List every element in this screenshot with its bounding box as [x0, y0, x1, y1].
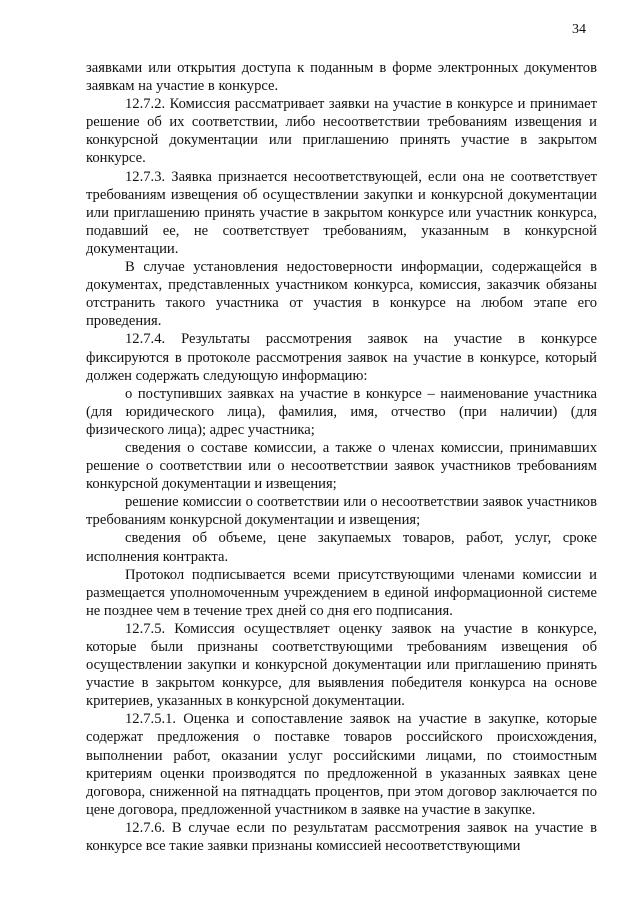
paragraph-12-7-5: 12.7.5. Комиссия осуществляет оценку заявок на участие в конкурсе, которые были признаны соответствующими требованиям извещения об осуществлении закупки и конкурсной документации или приглашению принять участие в закрытом конкурсе, для выявления победителя конкурса на основе критериев, указанных в конкурсной документации.: [86, 620, 597, 710]
paragraph-12-7-3: 12.7.3. Заявка признается несоответствующей, если она не соответствует требованиям извещения об осуществлении закупки и конкурсной документации или приглашению принять участие в закрытом конкурсе или участник конкурса, подавший ее, не соответствует требованиям, указанным в конкурсной документации.: [86, 168, 597, 257]
paragraph-list-commission: сведения о составе комиссии, а также о членах комиссии, принимавших решение о соответствии или о несоответствии заявок участников требованиям конкурсной документации и извещения;: [86, 439, 597, 493]
paragraph-list-applications: о поступивших заявках на участие в конкурсе – наименование участника (для юридического лица), фамилия, имя, отчество (при наличии) (для физического лица); адрес участника;: [86, 385, 597, 438]
paragraph-12-7-4: 12.7.4. Результаты рассмотрения заявок на участие в конкурсе фиксируются в протоколе рассмотрения заявок на участие в конкурсе, который должен содержать следующую информацию:: [86, 331, 597, 384]
paragraph-12-7-2: 12.7.2. Комиссия рассматривает заявки на участие в конкурсе и принимает решение об их соответствии, либо несоответствии требованиям извещения и конкурсной документации или приглашению принять участие в закрытом конкурсе.: [86, 96, 597, 167]
paragraph-protocol: Протокол подписывается всеми присутствующими членами комиссии и размещается уполномоченным учреждением в единой информационной системе не позднее чем в течение трех дней со дня его подписания.: [86, 566, 597, 619]
paragraph-list-decision: решение комиссии о соответствии или о несоответствии заявок участников требованиям конкурсной документации и извещения;: [86, 494, 597, 529]
paragraph-list-volume: сведения об объеме, цене закупаемых товаров, работ, услуг, сроке исполнения контракта.: [86, 530, 597, 565]
paragraph-continuation: заявками или открытия доступа к поданным в форме электронных документов заявкам на участие в конкурсе.: [86, 60, 597, 95]
paragraph-12-7-6: 12.7.6. В случае если по результатам рассмотрения заявок на участие в конкурсе все такие заявки признаны комиссией несоответствующими: [86, 819, 597, 855]
page-number: 34: [572, 22, 586, 37]
paragraph-unreliable-info: В случае установления недостоверности информации, содержащейся в документах, представленных участником конкурса, комиссия, заказчик обязаны отстранить такого участника от участия в конкурсе на любом этапе его проведения.: [86, 259, 597, 330]
paragraph-12-7-5-1: 12.7.5.1. Оценка и сопоставление заявок на участие в закупке, которые содержат предложения о поставке товаров российского происхождения, выполнении работ, оказании услуг российскими лицами, по стоимостным критериям оценки производятся по предложенной в указанных заявках цене договора, сниженной на пятнадцать процентов, при этом договор заключается по цене договора, предложенной участником в заявке на участие в закупке.: [86, 711, 597, 818]
body-text: [86, 59, 597, 855]
